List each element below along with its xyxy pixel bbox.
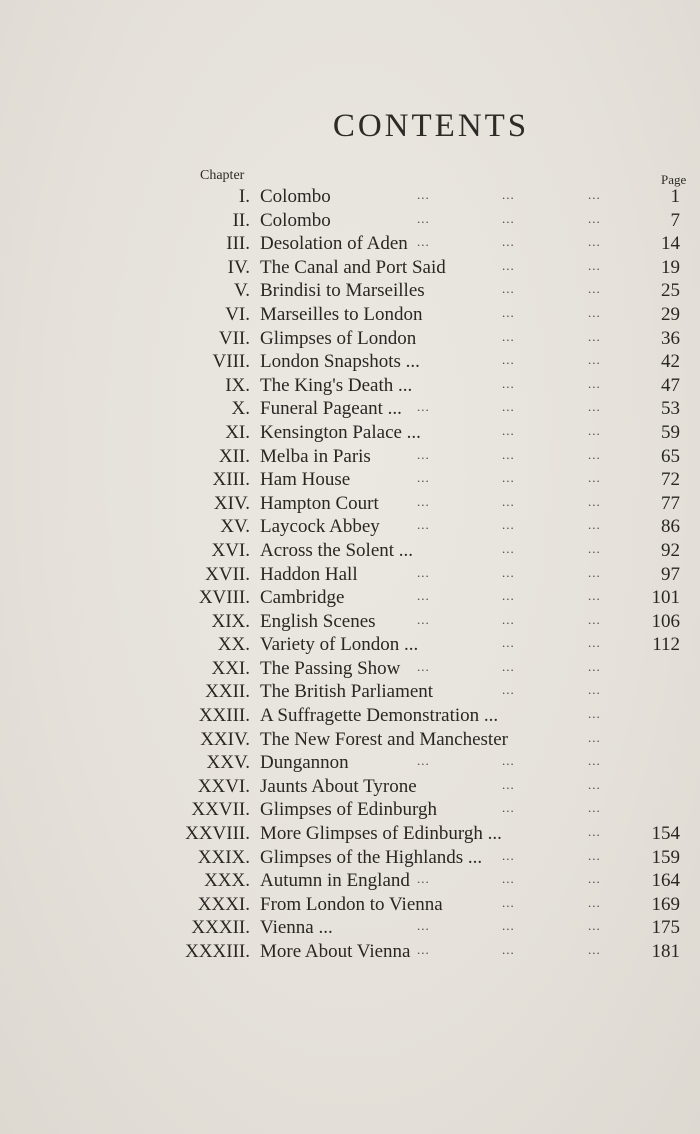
chapter-number: XXXII. [191,917,250,939]
dot-leader: ... [502,540,515,556]
dot-leader: ... [502,281,515,297]
chapter-title: Marseilles to London [260,303,423,325]
page-number: 154 [651,823,680,845]
page-number: 181 [651,941,680,962]
page-number: 25 [661,280,680,302]
dot-leader: ... [502,682,515,698]
chapter-title: The King's Death ... [260,374,413,396]
chapter-number: XVI. [211,539,250,561]
chapter-title: Kensington Palace ... [260,421,421,443]
dot-leader: ... [502,470,515,486]
dot-leader: ... [417,446,430,462]
chapter-title: Desolation of Aden [260,233,408,255]
chapter-title: Glimpses of the Highlands ... [260,846,483,868]
dot-leader: ... [502,611,515,627]
chapter-number: VIII. [212,351,250,373]
dot-leader: ... [502,776,515,792]
chapter-number: V. [233,280,250,302]
chapter-title: Hampton Court [260,492,379,514]
chapter-number: XXX. [204,870,250,892]
page-number: 14 [661,233,680,255]
chapter-number: XI. [225,421,250,443]
dot-leader: ... [417,871,430,887]
dot-leader: ... [417,470,430,486]
chapter-number: VI. [225,303,250,325]
chapter-number: XIII. [212,469,250,491]
chapter-number: XXVIII. [185,823,250,845]
toc-entry [0,822,700,846]
chapter-number: XXIV. [200,728,250,750]
toc-entry [0,893,700,917]
dot-leader: ... [588,304,601,320]
toc-entry [0,468,700,492]
dot-leader: ... [588,847,601,863]
page-number: 7 [670,209,680,231]
dot-leader: ... [588,352,601,368]
page-number: 53 [661,398,680,420]
page-number: 101 [651,587,680,609]
page-number: 42 [661,351,680,373]
dot-leader: ... [588,894,601,910]
dot-leader: ... [417,753,430,769]
page-number: 112 [652,634,680,656]
chapter-number: XXV. [206,752,250,774]
chapter-title: Glimpses of Edinburgh [260,799,437,821]
dot-leader: ... [588,399,601,415]
page-number: 164 [651,870,680,892]
toc-entry [0,327,700,351]
chapter-number: IX. [225,374,250,396]
dot-leader: ... [588,776,601,792]
dot-leader: ... [417,611,430,627]
chapter-title: English Scenes [260,610,376,632]
dot-leader: ... [502,918,515,934]
dot-leader: ... [502,328,515,344]
chapter-number: XXIII. [198,705,250,727]
chapter-number: XIV. [213,492,250,514]
dot-leader: ... [588,234,601,250]
chapter-number: XXVI. [197,775,250,797]
dot-leader: ... [502,234,515,250]
dot-leader: ... [502,375,515,391]
dot-leader: ... [502,399,515,415]
toc-entry [0,704,700,728]
chapter-number: IV. [227,256,250,278]
chapter-number: XXII. [205,681,250,703]
toc-entry [0,798,700,822]
chapter-title: Haddon Hall [260,563,358,585]
chapter-title: A Suffragette Demonstration ... [260,705,499,727]
dot-leader: ... [588,824,601,840]
chapter-title: Laycock Abbey [260,516,380,538]
chapter-number: II. [232,209,250,231]
dot-leader: ... [588,753,601,769]
dot-leader: ... [502,753,515,769]
chapter-number: XXI. [211,657,250,679]
toc-entry [0,916,700,940]
toc-entry [0,846,700,870]
dot-leader: ... [502,942,515,957]
chapter-number: XV. [220,516,250,538]
chapter-title: The New Forest and Manchester [260,728,508,750]
dot-leader: ... [417,588,430,604]
dot-leader: ... [588,564,601,580]
page-number: 169 [651,893,680,915]
chapter-title: Ham House [260,469,351,491]
page-number: 77 [661,492,680,514]
toc-entry [0,728,700,752]
dot-leader: ... [502,658,515,674]
chapter-number: I. [238,186,250,207]
dot-leader: ... [588,942,601,957]
chapter-title: The Passing Show [260,657,401,679]
dot-leader: ... [588,446,601,462]
toc-entry [0,610,700,634]
chapter-number: XXXI. [197,893,250,915]
dot-leader: ... [588,611,601,627]
dot-leader: ... [502,352,515,368]
page-number: 36 [661,327,680,349]
chapter-number: XXXIII. [185,941,250,962]
page-number: 29 [661,303,680,325]
chapter-number: XXIX. [197,846,250,868]
chapter-title: London Snapshots ... [260,351,420,373]
toc-entry [0,515,700,539]
dot-leader: ... [588,800,601,816]
toc-entry [0,303,700,327]
chapter-number: XII. [218,445,250,467]
dot-leader: ... [502,304,515,320]
chapter-title: Glimpses of London [260,327,417,349]
dot-leader: ... [588,470,601,486]
toc-entry [0,279,700,303]
chapter-number: XVII. [205,563,250,585]
chapter-title: Cambridge [260,587,345,609]
dot-leader: ... [502,446,515,462]
dot-leader: ... [417,210,430,226]
chapter-title: The British Parliament [260,681,434,703]
page-number: 59 [661,421,680,443]
chapter-title: Colombo [260,209,331,231]
dot-leader: ... [588,375,601,391]
toc-entry [0,421,700,445]
chapter-title: Across the Solent ... [260,539,414,561]
chapter-number: XVIII. [198,587,250,609]
page-number: 86 [661,516,680,538]
chapter-title: Jaunts About Tyrone [260,775,417,797]
toc-entry [0,775,700,799]
dot-leader: ... [502,257,515,273]
dot-leader: ... [502,517,515,533]
dot-leader: ... [417,918,430,934]
dot-leader: ... [502,588,515,604]
chapter-title: Vienna ... [260,917,333,939]
dot-leader: ... [588,257,601,273]
dot-leader: ... [588,281,601,297]
chapter-title: Colombo [260,186,331,207]
chapter-title: Brindisi to Marseilles [260,280,425,302]
dot-leader: ... [502,187,515,202]
dot-leader: ... [417,942,430,957]
page-number: 175 [651,917,680,939]
chapter-column-header: Chapter [200,168,245,183]
dot-leader: ... [588,210,601,226]
toc-entry [0,350,700,374]
dot-leader: ... [588,729,601,745]
dot-leader: ... [588,682,601,698]
toc-entry [0,185,700,209]
chapter-number: XX. [217,634,250,656]
toc-entry [0,374,700,398]
chapter-title: Funeral Pageant ... [260,398,402,420]
dot-leader: ... [502,635,515,651]
chapter-title: Variety of London ... [260,634,419,656]
page-number: 65 [661,445,680,467]
toc-entry [0,940,700,964]
page-number: 72 [661,469,680,491]
chapter-title: From London to Vienna [260,893,443,915]
page-number: 92 [661,539,680,561]
page-number: 97 [661,563,680,585]
dot-leader: ... [502,847,515,863]
dot-leader: ... [588,918,601,934]
chapter-number: III. [226,233,250,255]
chapter-title: More About Vienna [260,941,411,962]
dot-leader: ... [588,635,601,651]
chapter-number: XIX. [211,610,250,632]
toc-entry [0,492,700,516]
chapter-title: Melba in Paris [260,445,371,467]
page-number: 19 [661,256,680,278]
dot-leader: ... [502,210,515,226]
page-number: 1 [670,186,680,207]
dot-leader: ... [417,234,430,250]
page-title: CONTENTS [332,108,530,144]
dot-leader: ... [588,658,601,674]
toc-entry [0,869,700,893]
toc-entry [0,680,700,704]
chapter-title: More Glimpses of Edinburgh ... [260,823,502,845]
dot-leader: ... [502,422,515,438]
dot-leader: ... [588,540,601,556]
dot-leader: ... [588,328,601,344]
chapter-title: Dungannon [260,752,349,774]
dot-leader: ... [417,399,430,415]
table-of-contents [0,185,700,964]
dot-leader: ... [417,658,430,674]
chapter-title: The Canal and Port Said [260,256,446,278]
toc-entry [0,586,700,610]
page-column-header: Page [661,172,687,187]
dot-leader: ... [417,493,430,509]
toc-entry [0,751,700,775]
toc-entry [0,563,700,587]
dot-leader: ... [588,517,601,533]
toc-entry [0,397,700,421]
chapter-number: VII. [218,327,250,349]
dot-leader: ... [502,493,515,509]
toc-entry [0,445,700,469]
dot-leader: ... [417,517,430,533]
toc-entry [0,209,700,233]
toc-entry [0,539,700,563]
dot-leader: ... [502,894,515,910]
page-number: 106 [651,610,680,632]
dot-leader: ... [502,800,515,816]
dot-leader: ... [417,564,430,580]
chapter-number: X. [231,398,250,420]
dot-leader: ... [417,187,430,202]
dot-leader: ... [502,871,515,887]
chapter-number: XXVII. [191,799,250,821]
dot-leader: ... [588,187,601,202]
dot-leader: ... [588,588,601,604]
page-number: 159 [651,846,680,868]
dot-leader: ... [588,422,601,438]
page-number: 47 [661,374,680,396]
dot-leader: ... [588,706,601,722]
dot-leader: ... [588,493,601,509]
toc-entry [0,232,700,256]
toc-entry [0,633,700,657]
dot-leader: ... [502,564,515,580]
toc-entry [0,657,700,681]
toc-entry [0,256,700,280]
chapter-title: Autumn in England [260,870,410,892]
dot-leader: ... [588,871,601,887]
